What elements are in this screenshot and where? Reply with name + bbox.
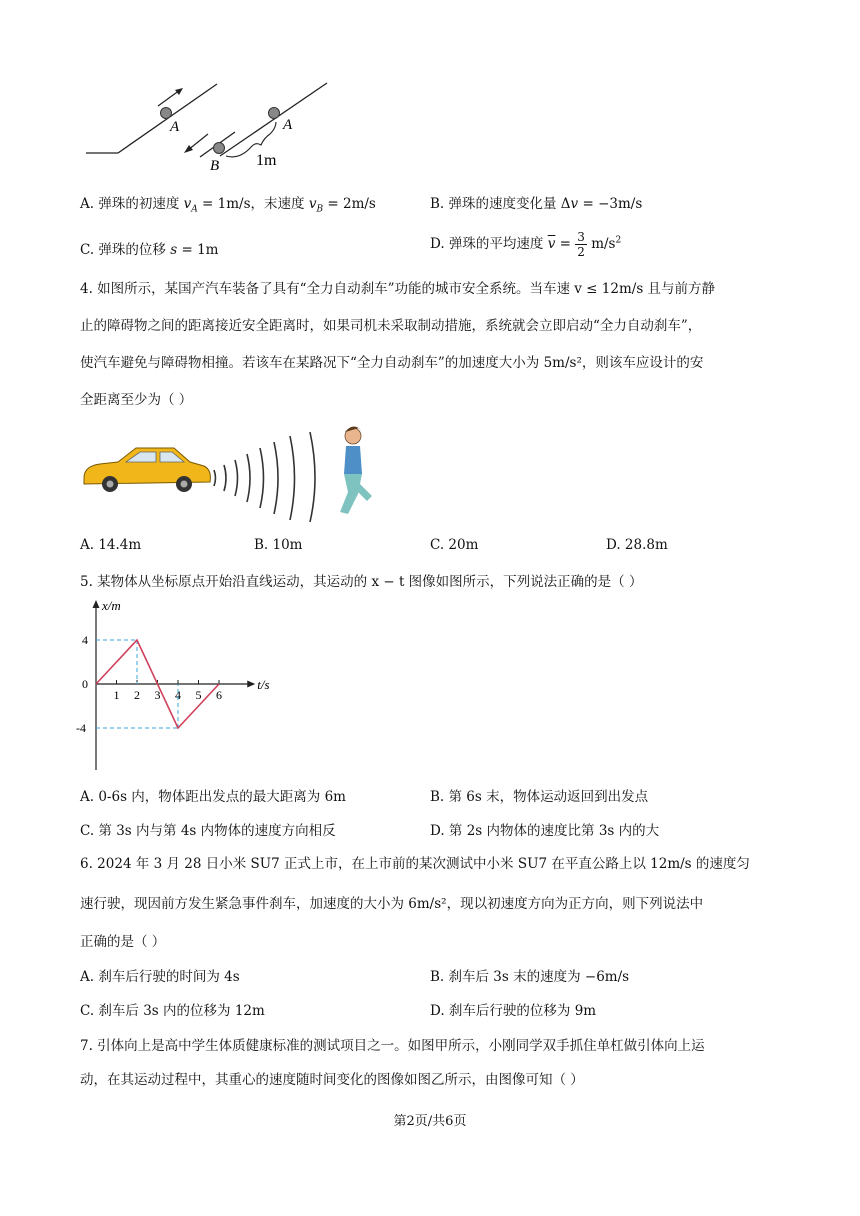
q4-option-a: A. 14.4m [80,537,142,553]
q5-option-c: C. 第 3s 内与第 4s 内物体的速度方向相反 [80,823,336,839]
marble-b [214,143,225,154]
y-axis-label: x/m [102,598,121,613]
x-tick-label: 1 [113,688,120,702]
label-a-top: A [170,119,180,135]
label-b: B [210,158,220,174]
q6-option-b: B. 刹车后 3s 末的速度为 −6m/s [430,969,630,985]
marble-a-top [161,108,172,119]
q7-line-2: 动，在其运动过程中，其重心的速度随时间变化的图像如图乙所示，由图像可知（ ） [80,1072,584,1088]
q3-option-d: D. 弹珠的平均速度 $\overline{v}$ = $\frac{3}{2}$ $m/s^2$ [430,230,622,259]
y-axis-arrow [93,600,100,608]
marble-a-right [269,108,280,119]
x-tick-label: 2 [134,688,140,702]
q4-line-2: 止的障碍物之间的距离接近安全距离时，如果司机未采取制动措施，系统就会立即启动“全力自动刹车”， [80,318,702,334]
x-axis-arrow [247,681,255,688]
q5-option-a: A. 0-6s 内，物体距出发点的最大距离为 6m [80,789,346,805]
q6-option-c: C. 刹车后 3s 内的位移为 12m [80,1003,265,1019]
car-hubcap-rear [181,481,188,488]
x-tick-label: 5 [195,688,202,702]
q4-line-1: 4. 如图所示，某国产汽车装备了具有“全力自动刹车”功能的城市安全系统。当车速 v ≤ 12m/s 且与前方静 [80,281,716,297]
q3-option-c: C. 弹珠的位移 s = 1m [80,242,219,258]
label-a-right: A [283,117,293,133]
q6-option-d: D. 刹车后行驶的位移为 9m [430,1003,597,1019]
y-tick-label: -4 [76,721,86,735]
page-footer: 第2页/共6页 [393,1114,467,1129]
y-tick-label: 0 [82,677,88,691]
pedestrian [340,426,372,514]
arrow-up-line [158,90,180,106]
q3-option-a: A. 弹珠的初速度 $v_A = 1m/s$，末速度 $v_B = 2m/s$ [80,196,376,215]
xt-chart [74,596,314,776]
q6-line-2: 速行驶，现因前方发生紧急事件刹车，加速度的大小为 6m/s²，现以初速度方向为正方向，则下列说法中 [80,896,704,912]
incline-figure [80,70,340,180]
q4-option-d: D. 28.8m [606,537,668,553]
q5-option-b: B. 第 6s 末，物体运动返回到出发点 [430,789,649,805]
arrow-up-head [175,88,183,95]
car-pedestrian-figure [78,422,378,522]
q4-option-b: B. 10m [254,537,303,553]
x-tick-label: 3 [154,688,161,702]
q3-option-b: B. 弹珠的速度变化量 Δv = −3m/s [430,196,643,212]
y-tick-label: 4 [82,633,88,647]
q4-line-4: 全距离至少为（ ） [80,392,193,408]
distance-label: 1m [256,152,277,169]
car-hubcap-front [107,481,114,488]
q6-line-1: 6. 2024 年 3 月 28 日小米 SU7 正式上市，在上市前的某次测试中小米 SU7 在平直公路上以 12m/s 的速度匀 [80,856,750,872]
x-tick-label: 6 [216,688,222,702]
arrow-down-head [184,145,193,153]
x-axis-label: t/s [257,677,270,692]
track-lower [220,83,327,156]
q7-line-1: 7. 引体向上是高中学生体质健康标准的测试项目之一。如图甲所示，小刚同学双手抓住单杠做引体向上运 [80,1038,705,1054]
q5-stem: 5. 某物体从坐标原点开始沿直线运动，其运动的 x − t 图像如图所示，下列说法正确的是（ ） [80,574,643,590]
signal-waves [214,432,315,522]
x-tick-label: 4 [175,688,181,702]
q4-option-c: C. 20m [430,537,479,553]
q5-option-d: D. 第 2s 内物体的速度比第 3s 内的大 [430,823,660,839]
q6-option-a: A. 刹车后行驶的时间为 4s [80,969,240,985]
q6-line-3: 正确的是（ ） [80,934,166,950]
q4-line-3: 使汽车避免与障碍物相撞。若该车在某路况下“全力自动刹车”的加速度大小为 5m/s²，则该车应设计的安 [80,355,704,371]
